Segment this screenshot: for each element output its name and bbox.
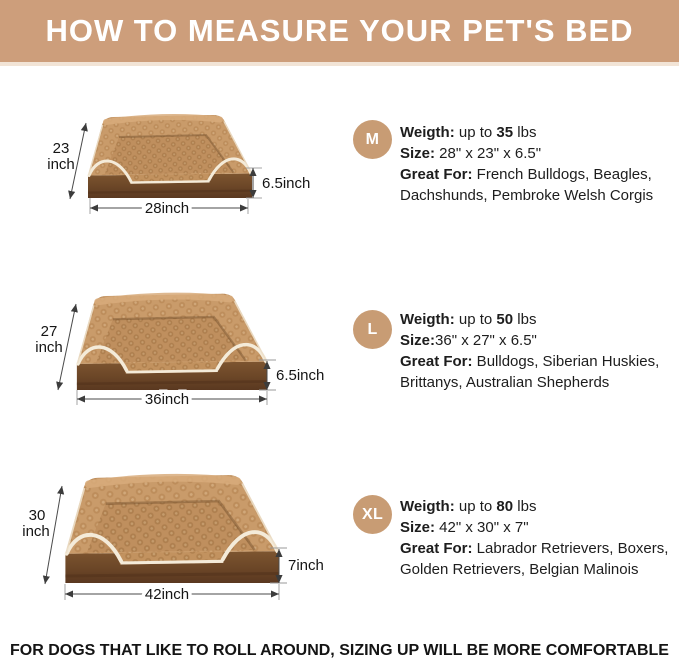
bed-illustration-m bbox=[0, 95, 345, 245]
size-badge: XL bbox=[353, 495, 392, 534]
dog-bed-graphic bbox=[65, 475, 278, 583]
weight-label: Weigth: bbox=[400, 124, 455, 141]
depth-dimension-unit: inch bbox=[35, 339, 63, 356]
depth-dimension-unit: inch bbox=[47, 156, 75, 173]
size-value: 28" x 23" x 6.5" bbox=[435, 145, 542, 162]
height-dimension-label: 6.5inch bbox=[276, 367, 325, 384]
size-line bbox=[400, 517, 678, 538]
height-dimension-label: 6.5inch bbox=[262, 175, 311, 192]
size-row-xl bbox=[0, 460, 679, 620]
weight-value: 35 bbox=[496, 124, 514, 141]
size-details bbox=[400, 309, 678, 393]
bed-illustration-xl bbox=[0, 460, 345, 620]
great-for-value: Labrador Retrievers, Boxers, Golden Retrievers, Belgian Malinois bbox=[400, 540, 669, 578]
size-details bbox=[400, 122, 678, 206]
footer-note: FOR DOGS THAT LIKE TO ROLL AROUND, SIZING UP WILL BE MORE COMFORTABLE bbox=[10, 642, 669, 659]
breeds-line bbox=[400, 351, 678, 393]
size-badge: L bbox=[353, 310, 392, 349]
depth-dimension-label: 23 bbox=[52, 140, 70, 157]
weight-label: Weigth: bbox=[400, 498, 455, 515]
bed-illustration-l bbox=[0, 280, 345, 430]
size-value: 42" x 30" x 7" bbox=[435, 519, 529, 536]
page-title: HOW TO MEASURE YOUR PET'S BED bbox=[45, 13, 634, 48]
great-for-value: Bulldogs, Siberian Huskies, Brittanys, Australian Shepherds bbox=[400, 353, 660, 391]
weight-line: Weigth: up to 35 lbs bbox=[400, 124, 537, 141]
great-for-label: Great For: bbox=[400, 353, 473, 370]
great-for-label: Great For: bbox=[400, 540, 473, 557]
size-label: Size: bbox=[400, 332, 436, 349]
size-badge: M bbox=[353, 120, 392, 159]
width-dimension-label: 42inch bbox=[144, 586, 190, 603]
depth-dimension-label: 30 bbox=[28, 507, 46, 524]
width-dimension-label: 28inch bbox=[144, 200, 190, 217]
depth-dimension-unit: inch bbox=[22, 523, 50, 540]
weight-line: Weigth: up to 80 lbs bbox=[400, 498, 537, 515]
breeds-line bbox=[400, 538, 678, 580]
header-banner bbox=[0, 0, 679, 66]
weight-value: 50 bbox=[496, 311, 514, 328]
breeds-line bbox=[400, 164, 678, 206]
size-line bbox=[400, 330, 678, 351]
width-dimension-label: 36inch bbox=[144, 391, 190, 408]
great-for-label: Great For: bbox=[400, 166, 473, 183]
weight-line: Weigth: up to 50 lbs bbox=[400, 311, 537, 328]
size-value: 36" x 27" x 6.5" bbox=[435, 332, 537, 349]
weight-value: 80 bbox=[496, 498, 514, 515]
dog-bed-graphic bbox=[88, 115, 252, 198]
height-dimension-label: 7inch bbox=[288, 557, 324, 574]
dog-bed-graphic bbox=[77, 294, 267, 390]
size-label: Size: bbox=[400, 145, 436, 162]
weight-label: Weigth: bbox=[400, 311, 455, 328]
size-details bbox=[400, 496, 678, 580]
size-line bbox=[400, 143, 678, 164]
great-for-value: French Bulldogs, Beagles, Dachshunds, Pembroke Welsh Corgis bbox=[400, 166, 654, 204]
depth-dimension-label: 27 bbox=[40, 323, 58, 340]
size-row-l bbox=[0, 280, 679, 430]
size-label: Size: bbox=[400, 519, 436, 536]
size-row-m bbox=[0, 95, 679, 245]
